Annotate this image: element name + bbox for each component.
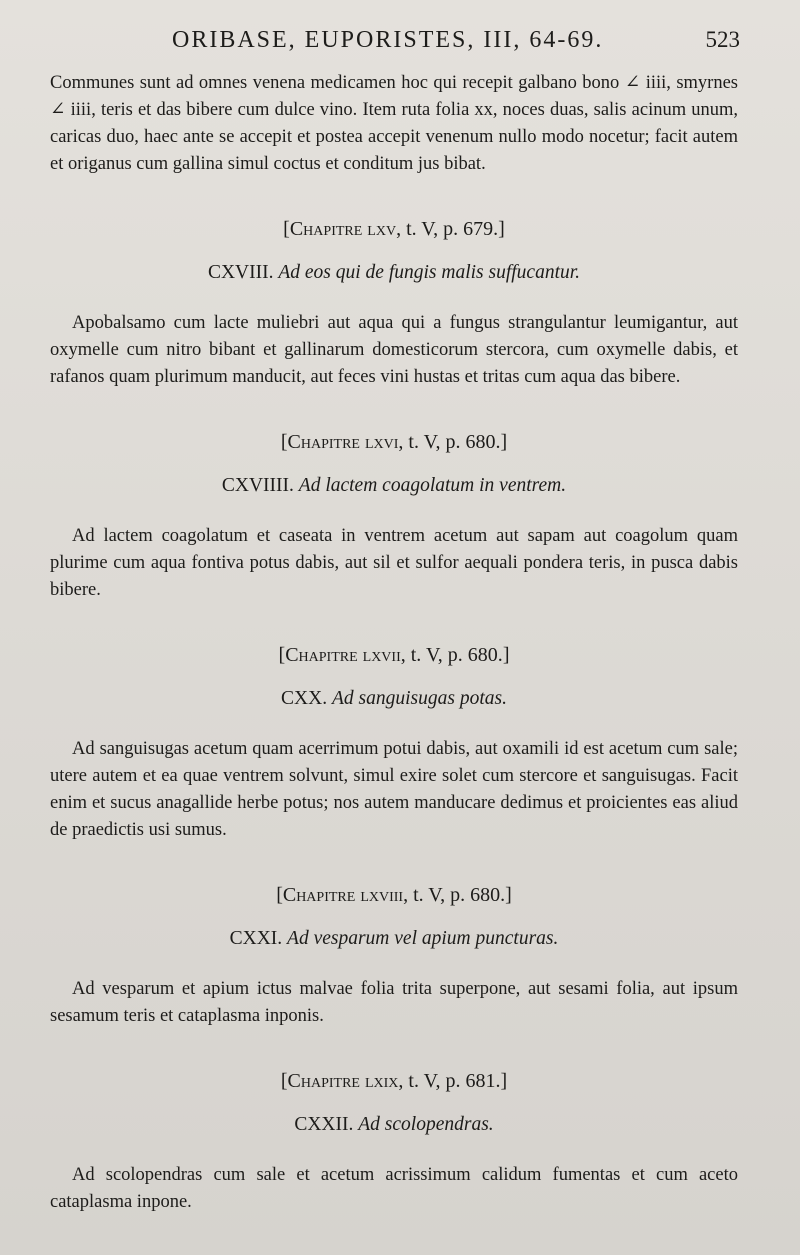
chapter-reference: [Chapitre lxvi, t. V, p. 680.]	[280, 431, 508, 453]
section-number: CXVIIII.	[221, 475, 294, 496]
chapitre-word: Chapitre	[289, 218, 363, 240]
chapter-reference: [Chapitre lxvii, t. V, p. 680.]	[278, 644, 510, 666]
chapter-reference: [Chapitre lxviii, t. V, p. 680.]	[276, 884, 512, 906]
section-number: CXXI.	[229, 928, 283, 949]
chapter-reference: [Chapitre lxv, t. V, p. 679.]	[283, 218, 505, 240]
opening-paragraph: Communes sunt ad omnes venena medicamen hoc qui recepit galbano bono ∠ iiii, smyrnes ∠ iiii, teris et das bibere cum dulce vino. Item ruta folia xx, noces duas, salis acinum unum, caricas duo, haec ante se accepit et postea accepit venenum nullo modo nocetur; facit autem et origanus cum gallina simul coctus et conditum jus bibat.	[50, 73, 738, 174]
section-paragraph: Ad scolopendras cum sale et acetum acrissimum calidum fumentas et cum aceto cataplasma inpone.	[50, 1165, 738, 1212]
section-heading	[50, 475, 738, 503]
section-title: Ad vesparum vel apium puncturas.	[287, 928, 559, 949]
section-heading	[50, 1114, 738, 1142]
section-paragraph: Ad sanguisugas acetum quam acerrimum potui dabis, aut oxamili id est acetum cum sale; utere autem et ea quae ventrem solvunt, simul exire solet cum stercore et sanguisugas. Facit enim et sucus anagallide herbe potus; nos autem manducare dedimus et proicientes eas aliud de praedictis usi sumus.	[50, 739, 738, 840]
reference-tail: , t. V, p. 681.	[398, 1070, 501, 1092]
running-title: ORIBASE, EUPORISTES, III, 64-69.	[172, 27, 604, 53]
chapitre-word: Chapitre	[287, 431, 360, 453]
section-heading	[50, 928, 738, 956]
section-paragraph: Ad lactem coagolatum et caseata in ventrem acetum aut sapam aut coagolum quam plurime cum aqua fontiva potus dabis, aut sil et sulfor aequali pondera teris, in pusca dabis bibere.	[50, 526, 738, 600]
chapitre-word: Chapitre	[287, 1070, 360, 1092]
section-title: Ad eos qui de fungis malis suffucantur.	[278, 262, 581, 283]
section-number: CXVIII.	[207, 262, 274, 283]
section-title: Ad scolopendras.	[358, 1114, 494, 1135]
chapter-reference: [Chapitre lxix, t. V, p. 681.]	[280, 1070, 508, 1092]
section-heading	[50, 262, 738, 290]
page-number: 523	[705, 27, 740, 52]
reference-tail: , t. V, p. 680.	[403, 884, 506, 906]
page-header	[50, 0, 738, 58]
chapitre-number: lxviii	[360, 884, 404, 906]
section-number: CXX.	[281, 688, 328, 709]
chapitre-number: lxvii	[362, 644, 401, 666]
section-heading	[50, 688, 738, 716]
reference-tail: , t. V, p. 680.	[398, 431, 501, 453]
chapitre-number: lxix	[364, 1070, 399, 1092]
reference-tail: , t. V, p. 680.	[400, 644, 503, 666]
chapitre-word: Chapitre	[285, 644, 358, 666]
section-title: Ad sanguisugas potas.	[331, 688, 507, 709]
section-paragraph: Ad vesparum et apium ictus malvae folia trita superpone, aut sesami folia, aut ipsum sesamum teris et cataplasma inponis.	[50, 979, 738, 1026]
section-number: CXXII.	[294, 1114, 354, 1135]
chapitre-word: Chapitre	[282, 884, 356, 906]
section-title: Ad lactem coagolatum in ventrem.	[298, 475, 567, 496]
reference-tail: , t. V, p. 679.	[396, 218, 499, 240]
chapitre-number: lxv	[367, 218, 397, 240]
section-paragraph: Apobalsamo cum lacte muliebri aut aqua qui a fungus strangulantur leumigantur, aut oxymelle cum nitro bibant et gallinarum domesticorum stercora, cum oxymelle dabis, et rafanos quam plurimum manducit, aut feces vini hustas et tritas cum aqua das bibere.	[50, 313, 738, 387]
chapitre-number: lxvi	[364, 431, 399, 453]
